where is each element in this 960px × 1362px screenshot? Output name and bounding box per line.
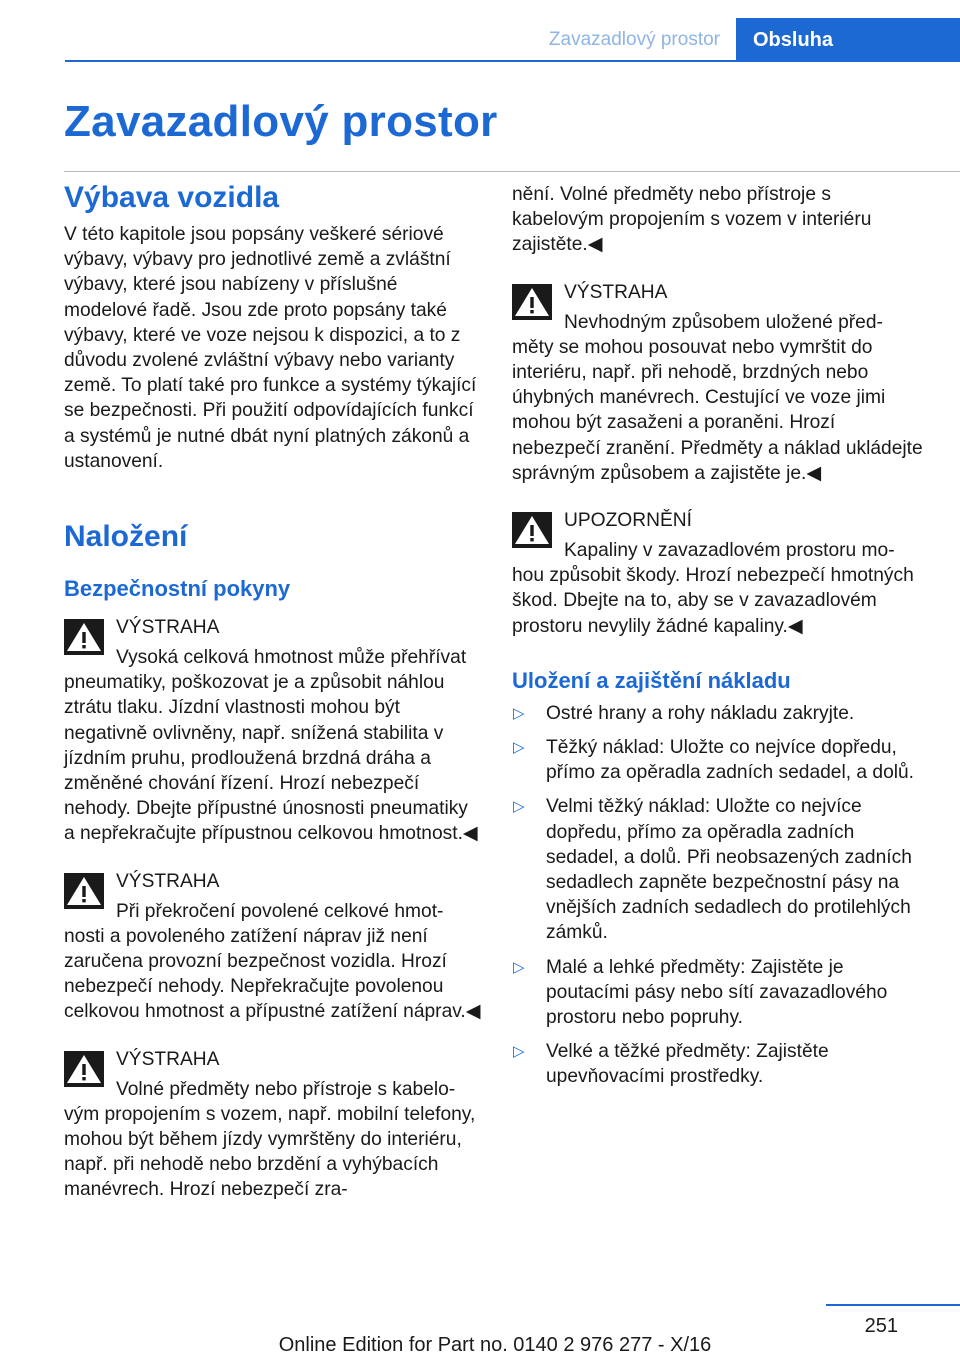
bullet-triangle-icon: ▷ (513, 958, 525, 976)
page-title: Zavazadlový prostor (64, 97, 498, 146)
running-header-tab: Obsluha (736, 18, 960, 62)
notice-text: hou způsobit škody. Hrozí nebezpečí hmotných škod. Dbejte na to, aby se v zavazadlovém prostoru nevylily žádné kapaliny.◀ (512, 565, 914, 637)
warning-block (64, 613, 482, 847)
page-number: 251 (864, 1315, 898, 1337)
warning-text-lead: Při překročení povolené celkové hmot- (116, 900, 444, 922)
warning-text-lead: Vysoká celková hmotnost může přehřívat (116, 647, 467, 669)
notice-text-lead: Kapaliny v zavazadlovém prostoru mo- (564, 540, 895, 562)
warning-block (512, 278, 926, 486)
bullet-triangle-icon: ▷ (513, 1043, 525, 1061)
warning-text: měty se mohou posouvat nebo vymrštit do interiéru, např. při nehodě, brzdných nebo úhybných manévrech. Cestující ve voze jimi mohou být zasaženi a poraněni. Hrozí nebezpečí zranění. Předměty a náklad ukládejte správným způsobem a zajistěte je.◀ (512, 336, 923, 484)
notice-block (512, 506, 926, 639)
list-item: ▷ Ostré hrany a rohy nákladu zakryjte. (512, 701, 926, 726)
left-column (64, 180, 482, 1223)
warning-block (64, 1045, 482, 1203)
warning-title: VÝSTRAHA (116, 617, 220, 639)
warning-text: pneumatiky, poškozovat je a způsobit náhlou ztrátu tlaku. Jízdní vlastnosti mohou být negativně ovlivněny, např. snížená stabilita v jízdním pruhu, prodloužená brzdná dráha a změněné chování řízení. Hrozí nebezpečí nehody. Dbejte přípustné únosnosti pneumatiky a nepřekračujte přípustnou celkovou hmotnost.◀ (64, 672, 478, 845)
list-item: ▷ Velké a těžké předměty: Zajistěte upevňovacími prostředky. (513, 1041, 829, 1088)
footer-edition: Online Edition for Part no. 0140 2 976 277 - X/16 (278, 1334, 712, 1356)
bullet-triangle-icon: ▷ (513, 798, 525, 816)
warning-text: nosti a povoleného zatížení náprav již není zaručena provozní bezpečnost vozidla. Hrozí nebezpečí nehody. Nepřekračujte povolenou celkovou hmotnost a přípustné zatížení náprav.◀ (64, 925, 481, 1023)
section-heading-nalozeni: Naložení (64, 520, 188, 554)
warning-continuation: nění. Volné předměty nebo přístroje s kabelovým propojením s vozem v interiéru zajistěte.◀ (512, 184, 872, 256)
subheading-ulozeni: Uložení a zajištění nákladu (512, 667, 791, 693)
warning-title: VÝSTRAHA (116, 1048, 220, 1070)
bullet-list (512, 701, 926, 1090)
right-column (512, 182, 926, 1099)
title-divider (64, 171, 960, 172)
warning-text: vým propojením s vozem, např. mobilní telefony, mohou být během jízdy vymrštěny do interiéru, např. při nehodě nebo brzdění a vyhýbacích manévrech. Hrozí nebezpečí zra- (64, 1103, 476, 1201)
warning-triangle-icon (512, 284, 552, 320)
list-item: ▷ Malé a lehké předměty: Zajistěte je poutacími pásy nebo sítí zavazadlového prostoru nebo popruhy. (513, 956, 888, 1029)
running-header-section: Zavazadlový prostor (548, 29, 720, 50)
warning-block (64, 867, 482, 1025)
warning-triangle-icon (64, 619, 104, 655)
warning-triangle-icon (512, 512, 552, 548)
warning-triangle-icon (64, 1051, 104, 1087)
warning-text-lead: Volné předměty nebo přístroje s kabelo- (116, 1078, 456, 1100)
warning-triangle-icon (64, 873, 104, 909)
notice-title: UPOZORNĚNÍ (564, 510, 692, 532)
vybava-paragraph: V této kapitole jsou popsány veškeré sériové výbavy, výbavy pro jednotlivé země a zvláštní výbavy, které jsou nabízeny v příslušné modelové řadě. Jsou zde proto popsány také výbavy, které ve voze nejsou k dispozici, a to z důvodu zvolené zvláštní výbavy nebo varianty země. To platí také pro funkce a systémy týkající se bezpečnosti. Při použití odpovídajících funkcí a systémů je nutné dbát nyní platných zákonů a ustanovení. (64, 224, 477, 472)
warning-text-lead: Nevhodným způsobem uložené před- (564, 311, 883, 333)
list-item: ▷ Velmi těžký náklad: Uložte co nejvíce dopředu, přímo za opěradla zadních sedadel, a dolů. Při neobsazených zadních sedadlech zapněte bezpečnostní pásy na vnějších zadních sedadlech do protilehlých zámků. (513, 796, 912, 944)
footer-rule (826, 1304, 960, 1306)
list-item: ▷ Těžký náklad: Uložte co nejvíce dopředu, přímo za opěradla zadních sedadel, a dolů. (513, 737, 915, 784)
subheading-bezpecnostni-pokyny: Bezpečnostní pokyny (64, 576, 291, 602)
warning-title: VÝSTRAHA (564, 281, 668, 303)
bullet-triangle-icon: ▷ (513, 739, 525, 757)
section-heading-vybava: Výbava vozidla (64, 181, 280, 214)
header-rule (65, 60, 960, 62)
bullet-triangle-icon: ▷ (513, 704, 525, 722)
warning-title: VÝSTRAHA (116, 870, 220, 892)
